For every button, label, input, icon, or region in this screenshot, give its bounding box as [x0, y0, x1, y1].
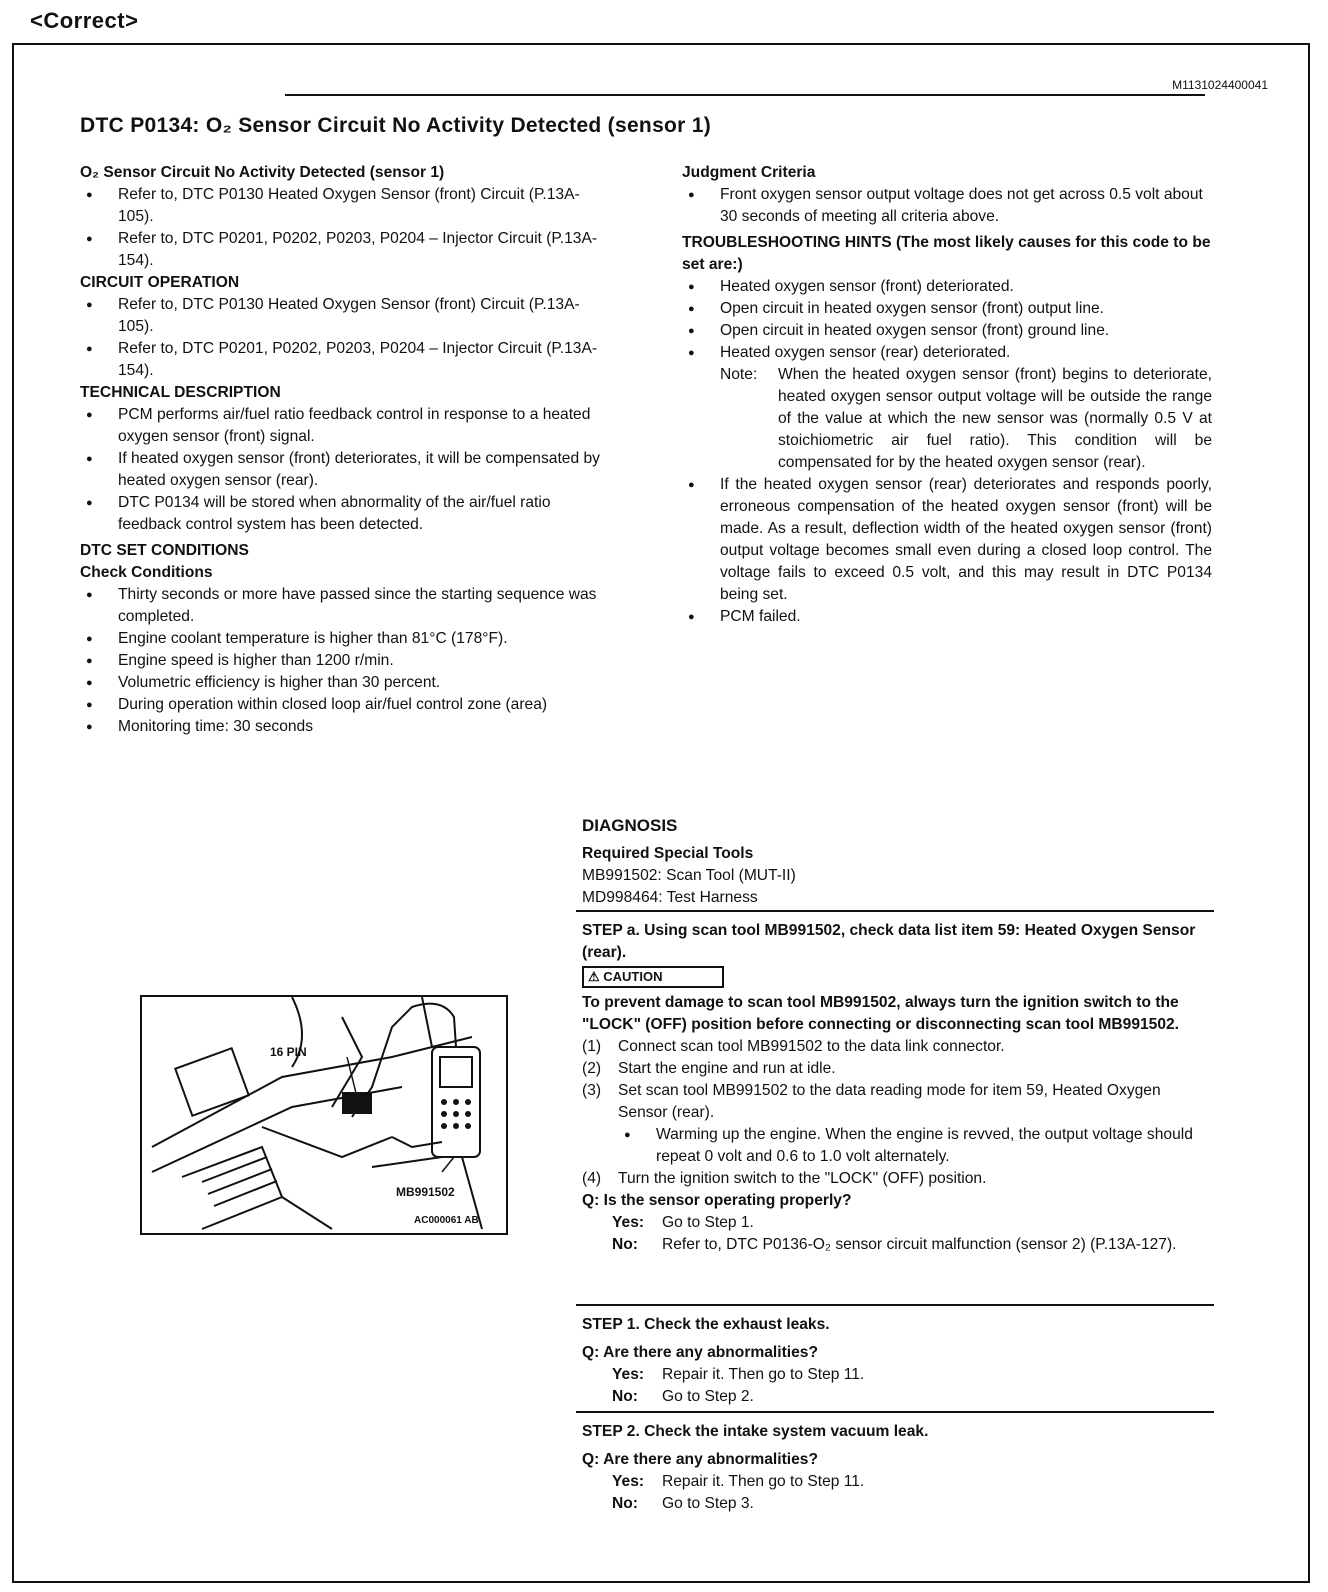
left-column — [80, 162, 610, 738]
list-item: ● Engine coolant temperature is higher than 81°C (178°F). — [80, 628, 610, 650]
no-answer: Go to Step 3. — [662, 1495, 754, 1512]
no-answer: Go to Step 2. — [662, 1388, 754, 1405]
special-tools-heading: Required Special Tools — [582, 845, 754, 862]
tool-item: MB991502: Scan Tool (MUT-II) — [582, 867, 796, 884]
step-1-title: STEP 1. Check the exhaust leaks. — [582, 1316, 830, 1333]
list-item: ● Heated oxygen sensor (front) deteriorated. — [682, 276, 1212, 298]
circuit-operation-heading: CIRCUIT OPERATION — [80, 274, 240, 291]
list-item: ● Open circuit in heated oxygen sensor (front) ground line. — [682, 320, 1212, 342]
step-a-title: STEP a. Using scan tool MB991502, check data list item 59: Heated Oxygen Sensor (rear). — [582, 922, 1196, 961]
pin-label: 16 PIN — [270, 1045, 307, 1059]
yes-answer: Repair it. Then go to Step 11. — [662, 1473, 865, 1490]
step-2 — [582, 1421, 1212, 1515]
step-a — [582, 920, 1212, 1256]
troubleshooting-hints-heading: TROUBLESHOOTING HINTS (The most likely causes for this code to be set are:) — [682, 234, 1211, 273]
caution-badge: ⚠ CAUTION — [582, 966, 724, 988]
yes-label: Yes: — [612, 1214, 645, 1231]
list-item: ● Open circuit in heated oxygen sensor (front) output line. — [682, 298, 1212, 320]
list-item: ● Thirty seconds or more have passed since the starting sequence was completed. — [80, 584, 610, 628]
list-item: ● If the heated oxygen sensor (rear) deteriorates and responds poorly, erroneous compensation of the heated oxygen sensor (front) will be made. As a result, deflection width of the heated oxygen sensor (front) output voltage becomes small even during a closed loop control. The voltage fails to exceed 0.5 volt, and this may result in DTC P0134 being set. — [682, 474, 1212, 606]
no-label: No: — [612, 1495, 638, 1512]
list-item: ● PCM performs air/fuel ratio feedback control in response to a heated oxygen sensor (front) signal. — [80, 404, 610, 448]
question: Q: Are there any abnormalities? — [582, 1451, 818, 1468]
list-item: ● During operation within closed loop air/fuel control zone (area) — [80, 694, 610, 716]
tool-item: MD998464: Test Harness — [582, 889, 758, 906]
section-heading: O₂ Sensor Circuit No Activity Detected (sensor 1) — [80, 164, 445, 181]
list-item: ● If heated oxygen sensor (front) deteriorates, it will be compensated by heated oxygen sensor (rear). — [80, 448, 610, 492]
substep-4: (4) Turn the ignition switch to the "LOCK" (OFF) position. — [582, 1168, 1212, 1190]
step-1 — [582, 1314, 1212, 1408]
list-item: ● DTC P0134 will be stored when abnormality of the air/fuel ratio feedback control system has been detected. — [80, 492, 610, 536]
tool-label: MB991502 — [396, 1185, 455, 1199]
list-item: ● Heated oxygen sensor (rear) deteriorated. — [682, 342, 1212, 364]
step-divider — [576, 1304, 1214, 1306]
list-item: ● Front oxygen sensor output voltage does not get across 0.5 volt about 30 seconds of meeting all criteria above. — [682, 184, 1212, 228]
diagnosis-heading: DIAGNOSIS — [582, 816, 678, 835]
no-label: No: — [612, 1388, 638, 1405]
substep-1: (1) Connect scan tool MB991502 to the data link connector. — [582, 1036, 1212, 1058]
caution-text: To prevent damage to scan tool MB991502, always turn the ignition switch to the "LOCK" (OFF) position before connecting or disconnecting scan tool MB991502. — [582, 994, 1180, 1033]
note-label: Note: — [720, 366, 758, 383]
scan-tool-illustration — [140, 995, 508, 1235]
right-column — [682, 162, 1212, 628]
list-item: ● Refer to, DTC P0130 Heated Oxygen Sensor (front) Circuit (P.13A-105). — [80, 294, 610, 338]
step-divider — [576, 910, 1214, 912]
list-item: ● Monitoring time: 30 seconds — [80, 716, 610, 738]
yes-label: Yes: — [612, 1473, 645, 1490]
check-conditions-heading: Check Conditions — [80, 564, 213, 581]
technical-description-heading: TECHNICAL DESCRIPTION — [80, 384, 281, 401]
list-item: ● Refer to, DTC P0201, P0202, P0203, P0204 – Injector Circuit (P.13A-154). — [80, 338, 610, 382]
page-title: DTC P0134: O₂ Sensor Circuit No Activity Detected (sensor 1) — [80, 114, 712, 137]
substep-2: (2) Start the engine and run at idle. — [582, 1058, 1212, 1080]
note-text: When the heated oxygen sensor (front) begins to deteriorate, heated oxygen sensor output voltage will be outside the range of the value at which the new sensor was (normally 0.5 V at stoichiometric air fuel ratio). This condition will be compensated for by the heated oxygen sensor (rear). — [778, 366, 1212, 471]
list-item: ● Engine speed is higher than 1200 r/min. — [80, 650, 610, 672]
no-answer: Refer to, DTC P0136-O₂ sensor circuit malfunction (sensor 2) (P.13A-127). — [662, 1236, 1177, 1253]
list-item: ● Refer to, DTC P0201, P0202, P0203, P0204 – Injector Circuit (P.13A-154). — [80, 228, 610, 272]
correct-label: <Correct> — [30, 8, 139, 33]
substep-bullet: ● Warming up the engine. When the engine is revved, the output voltage should repeat 0 volt and 0.6 to 1.0 volt alternately. — [618, 1124, 1212, 1168]
list-item: ● Volumetric efficiency is higher than 30 percent. — [80, 672, 610, 694]
list-item: ● PCM failed. — [682, 606, 1212, 628]
diagnosis-section — [582, 815, 1212, 909]
header-rule — [285, 94, 1205, 96]
note — [682, 364, 1212, 474]
figure-code: AC000061 AB — [414, 1215, 479, 1226]
question: Q: Are there any abnormalities? — [582, 1344, 818, 1361]
question: Q: Is the sensor operating properly? — [582, 1192, 852, 1209]
document-id: M1131024400041 — [1172, 78, 1268, 92]
judgment-criteria-heading: Judgment Criteria — [682, 164, 816, 181]
step-2-title: STEP 2. Check the intake system vacuum leak. — [582, 1423, 929, 1440]
yes-label: Yes: — [612, 1366, 645, 1383]
dtc-set-conditions-heading: DTC SET CONDITIONS — [80, 542, 249, 559]
step-divider — [576, 1411, 1214, 1413]
yes-answer: Repair it. Then go to Step 11. — [662, 1366, 865, 1383]
substep-3: (3) Set scan tool MB991502 to the data reading mode for item 59, Heated Oxygen Sensor (rear). — [582, 1080, 1212, 1124]
yes-answer: Go to Step 1. — [662, 1214, 754, 1231]
list-item: ● Refer to, DTC P0130 Heated Oxygen Sensor (front) Circuit (P.13A-105). — [80, 184, 610, 228]
no-label: No: — [612, 1236, 638, 1253]
